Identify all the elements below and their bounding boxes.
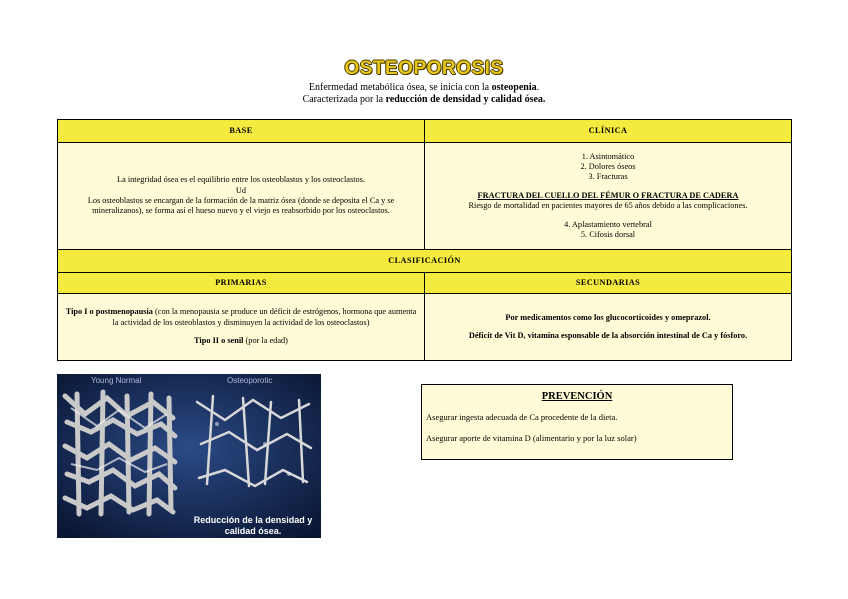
tipo-2 xyxy=(64,336,418,346)
base-text-3: Los osteoblastos se encargan de la formación de la matriz ósea (donde se deposita el Ca y se mineralizanos), se forma así el hueso nuevo y el viejo es reabsorbido por los osteoclastos. xyxy=(87,196,395,216)
fracture-text: Riesgo de mortalidad en pacientes mayores de 65 años debido a las complicaciones. xyxy=(468,201,748,211)
tipo-2-label: Tipo II o senil xyxy=(194,336,244,346)
young-normal-label: Young Normal xyxy=(91,376,142,385)
clinica-item: 2. Dolores óseos xyxy=(580,162,636,172)
prevencion-box xyxy=(421,384,733,460)
clinica-item: 3. Fracturas xyxy=(588,172,628,182)
primarias-cell xyxy=(58,294,425,361)
prevencion-line-1: Asegurar ingesta adecuada de Ca procedente de la dieta. xyxy=(426,412,618,422)
tipo-1-label: Tipo I o postmenopausia xyxy=(65,307,153,317)
image-caption: Reducción de la densidad y calidad ósea. xyxy=(193,515,313,537)
secundarias-cell xyxy=(425,294,792,361)
subtitle-end: . xyxy=(536,82,540,93)
secundarias-header: SECUNDARIAS xyxy=(425,273,792,294)
clinica-cell xyxy=(425,143,792,250)
bone-structure-illustration xyxy=(57,374,321,538)
base-cell xyxy=(58,143,425,250)
subtitle-text: Enfermedad metabólica ósea, se inicia con la xyxy=(308,82,492,93)
tipo-2-text: (por la edad) xyxy=(243,336,288,346)
secundaria-1: Por medicamentos como los glucocorticoides y omeprazol. xyxy=(505,312,711,322)
info-table xyxy=(57,119,792,361)
fracture-title: FRACTURA DEL CUELLO DEL FÉMUR O FRACTURA DE CADERA xyxy=(477,190,739,200)
clinica-item: 5. Cifosis dorsal xyxy=(580,229,636,239)
base-header: BASE xyxy=(58,120,425,143)
clinica-item: 1. Asintomático xyxy=(581,151,635,161)
subtitle-bold-2: reducción de densidad y calidad ósea. xyxy=(385,94,546,105)
tipo-1-text: (con la menopausia se produce un déficit de estrógenos, hormona que aumenta la actividad de los osteoblastos y disminuyen la actividad de los osteoclastos) xyxy=(112,307,417,327)
page-title: OSTEOPOROSIS xyxy=(344,58,504,79)
bone-comparison-image xyxy=(57,374,321,538)
prevencion-line-2: Asegurar aporte de vitamina D (alimentario y por la luz solar) xyxy=(426,433,637,443)
secundaria-2: Déficit de Vit D, vitamina esponsable de la absorción intestinal de Ca y fósforo. xyxy=(468,331,748,340)
clasificacion-header: CLASIFICACIÓN xyxy=(58,250,792,273)
subtitle-bold: osteopenia xyxy=(491,82,537,93)
subtitle-line-2 xyxy=(0,94,848,105)
prevencion-title: PREVENCIÓN xyxy=(541,391,613,402)
clinica-header: CLÍNICA xyxy=(425,120,792,143)
primarias-header: PRIMARIAS xyxy=(58,273,425,294)
subtitle-text-2: Caracterizada por la xyxy=(302,94,386,105)
base-text-1: La integridad ósea es el equilibrio entre los osteoblastos y los osteoclastos. xyxy=(117,175,365,185)
tipo-1 xyxy=(64,307,418,328)
base-text-2: Ud xyxy=(235,185,247,195)
clinica-item: 4. Aplastamiento vertebral xyxy=(564,219,652,229)
subtitle-line-1 xyxy=(0,82,848,93)
osteoporotic-label: Osteoporotic xyxy=(227,376,273,385)
